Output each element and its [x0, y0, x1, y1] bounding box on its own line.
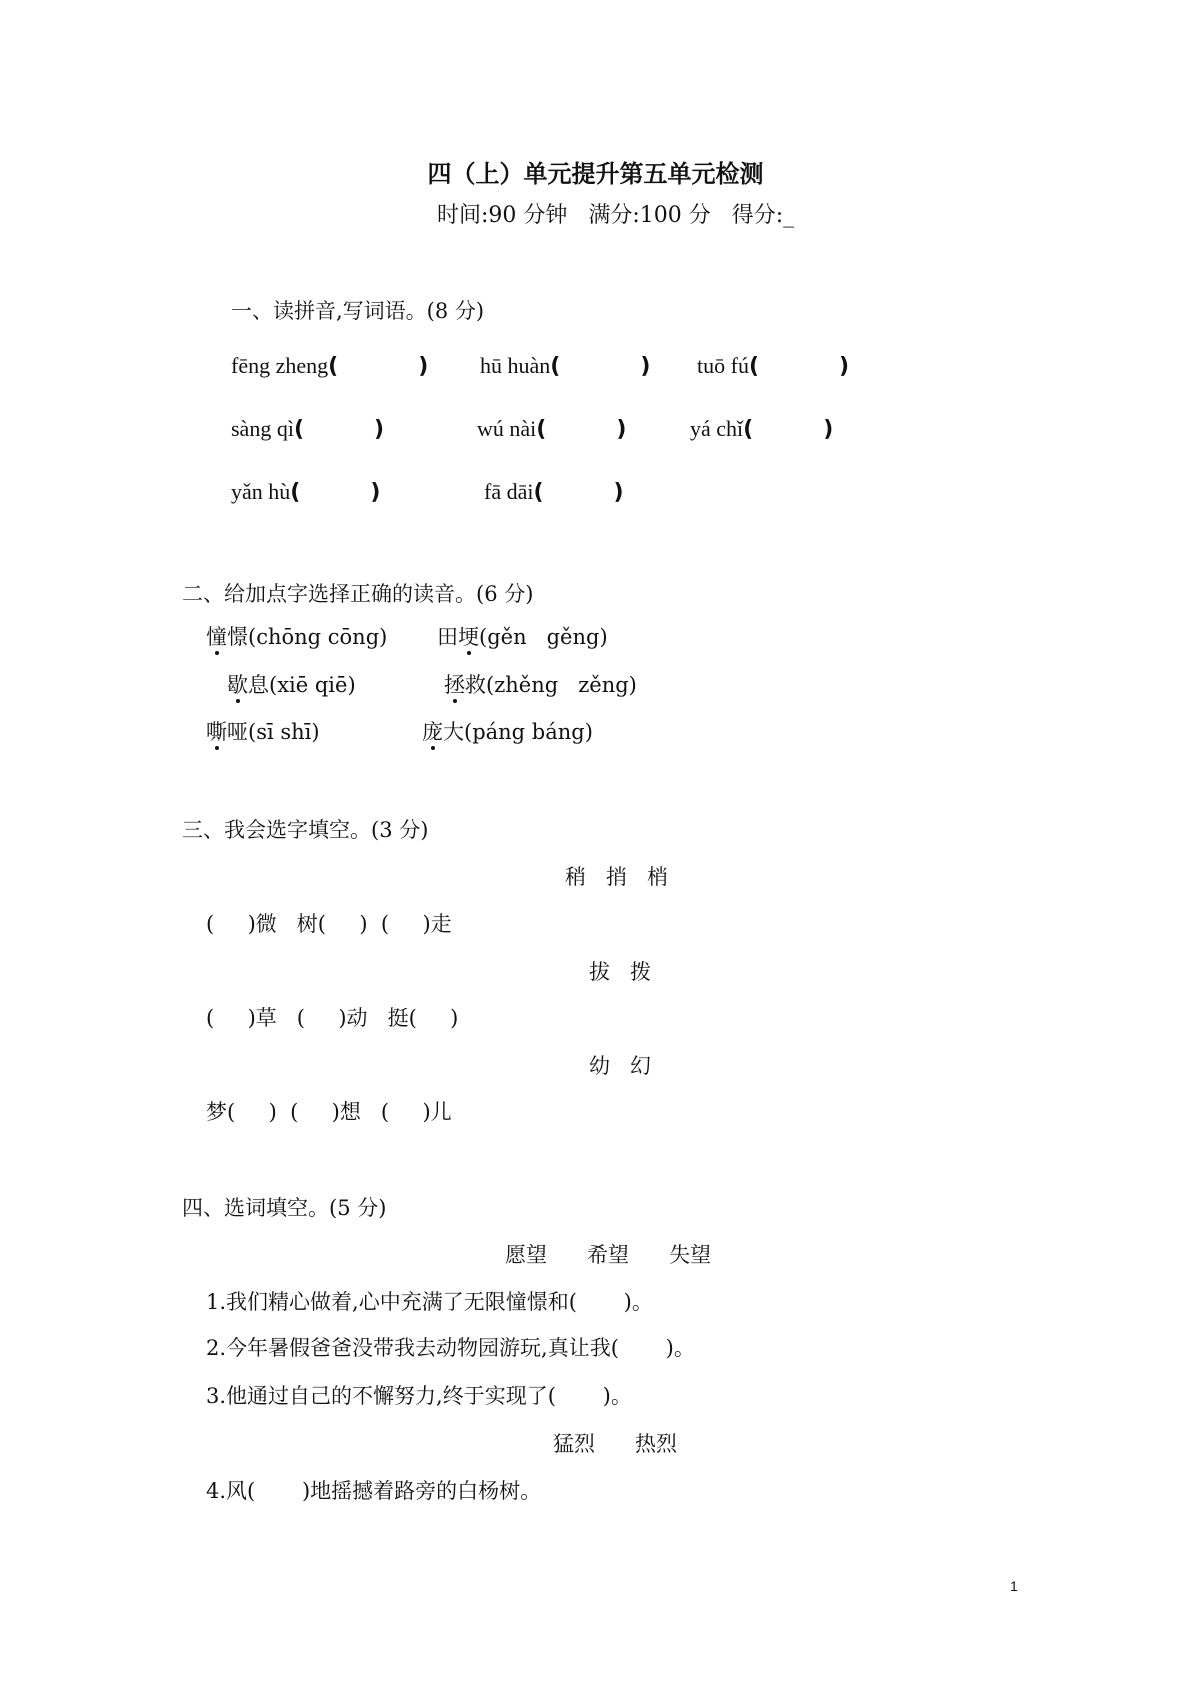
- open-paren: (: [536, 417, 547, 442]
- fill-line-1: ( )微 树( ) ( )走: [206, 912, 452, 936]
- dotted-char: 拯: [444, 673, 465, 697]
- reading-options[interactable]: (gěn gěng): [479, 625, 608, 649]
- question-2: 2.今年暑假爸爸没带我去动物园游玩,真让我( )。: [206, 1336, 695, 1360]
- reading-item: [422, 719, 593, 745]
- pinyin-text: yǎn hù: [231, 479, 291, 504]
- pinyin-item: [480, 353, 650, 380]
- close-paren: ): [823, 417, 834, 442]
- dotted-char: 憧: [206, 625, 227, 649]
- pinyin-text: sàng qì: [231, 416, 294, 441]
- reading-item: [206, 624, 387, 650]
- pinyin-item: [697, 353, 849, 380]
- char-options-2: 拔 拨: [589, 960, 652, 984]
- reading-options[interactable]: (xiē qiē): [269, 673, 356, 697]
- pinyin-item: [690, 416, 833, 443]
- word-post: 救: [465, 673, 486, 697]
- pinyin-item: [231, 479, 380, 506]
- reading-options[interactable]: (páng báng): [464, 720, 593, 744]
- section2-heading: 二、给加点字选择正确的读音。(6 分): [182, 582, 534, 606]
- close-paren: ): [640, 354, 651, 379]
- word-pre: 田: [437, 625, 458, 649]
- word-post: 大: [443, 720, 464, 744]
- open-paren: (: [328, 354, 339, 379]
- open-paren: (: [748, 354, 760, 379]
- pinyin-text: tuō fú: [697, 353, 749, 378]
- question-3: 3.他通过自己的不懈努力,终于实现了( )。: [206, 1384, 632, 1408]
- close-paren: ): [839, 354, 850, 379]
- char-options-1: 稍 捎 梢: [565, 865, 669, 889]
- close-paren: ): [370, 480, 381, 505]
- reading-item: [437, 624, 608, 650]
- pinyin-text: hū huàn: [480, 353, 551, 378]
- pinyin-item: [231, 416, 384, 443]
- page-number: 1: [1010, 1578, 1018, 1594]
- dotted-char: 埂: [458, 625, 479, 649]
- fill-line-2: ( )草 ( )动 挺( ): [206, 1006, 459, 1030]
- word-post: 息: [248, 673, 269, 697]
- pinyin-text: fā dāi: [484, 479, 534, 504]
- pinyin-text: wú nài: [477, 416, 537, 441]
- open-paren: (: [290, 480, 301, 505]
- pinyin-item: [231, 353, 428, 380]
- page-title: 四（上）单元提升第五单元检测: [427, 160, 764, 188]
- open-paren: (: [533, 480, 544, 505]
- pinyin-item: [484, 479, 624, 506]
- reading-item: [444, 672, 637, 698]
- question-1: 1.我们精心做着,心中充满了无限憧憬和( )。: [206, 1290, 653, 1314]
- dotted-char: 嘶: [206, 720, 227, 744]
- open-paren: (: [293, 417, 305, 442]
- pinyin-item: [477, 416, 626, 443]
- pinyin-text: fēng zheng: [231, 353, 329, 378]
- dotted-char: 庞: [422, 720, 443, 744]
- close-paren: ): [613, 480, 624, 505]
- word-options-2: 猛烈 热烈: [553, 1432, 678, 1456]
- close-paren: ): [418, 354, 429, 379]
- reading-item: [206, 719, 320, 745]
- close-paren: ): [374, 417, 385, 442]
- pinyin-text: yá chǐ: [690, 416, 744, 441]
- open-paren: (: [743, 417, 754, 442]
- section3-heading: 三、我会选字填空。(3 分): [182, 818, 429, 842]
- word-post: 哑: [227, 720, 248, 744]
- close-paren: ): [616, 417, 627, 442]
- exam-info: 时间:90 分钟 满分:100 分 得分:_: [437, 203, 795, 228]
- dotted-char: 歇: [227, 673, 248, 697]
- open-paren: (: [550, 354, 561, 379]
- word-options-1: 愿望 希望 失望: [505, 1243, 712, 1267]
- reading-options[interactable]: (zhěng zěng): [486, 673, 637, 697]
- fill-line-3: 梦( ) ( )想 ( )儿: [206, 1100, 452, 1124]
- section1-heading: 一、读拼音,写词语。(8 分): [231, 299, 485, 323]
- reading-options[interactable]: (sī shī): [248, 720, 320, 744]
- reading-options[interactable]: (chōng cōng): [248, 625, 388, 649]
- char-options-3: 幼 幻: [589, 1054, 652, 1078]
- reading-item: [227, 672, 356, 698]
- word-post: 憬: [227, 625, 248, 649]
- question-4: 4.风( )地摇撼着路旁的白杨树。: [206, 1479, 542, 1503]
- section4-heading: 四、选词填空。(5 分): [182, 1196, 387, 1220]
